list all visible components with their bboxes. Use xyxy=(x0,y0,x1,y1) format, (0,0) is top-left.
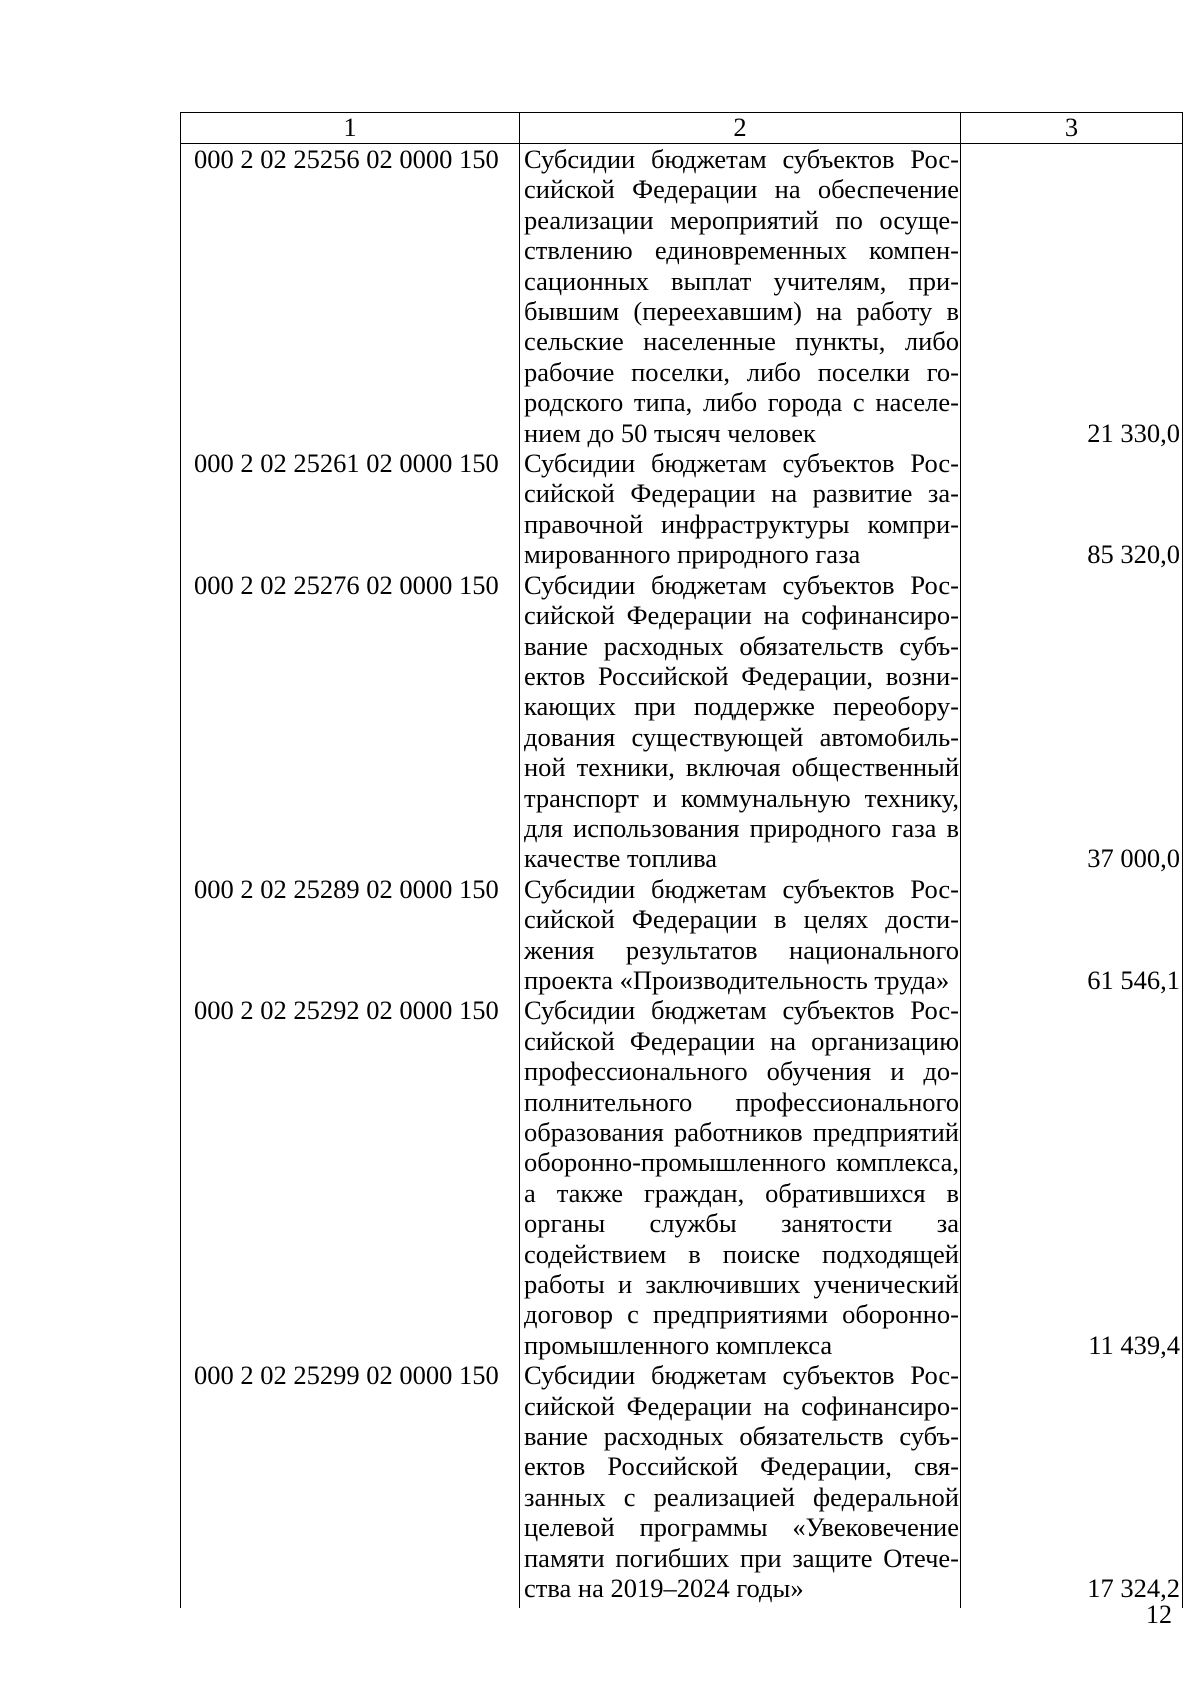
description-cell: Субсидии бюджетам субъектов Российской Федерации на обеспечение реализации мероприятий по осуществлению единовременных компенсационных выплат учителям, прибывшим (переехавшим) на работу в сельские населенные пункты, либо рабочие поселки, либо поселки городского типа, либо города с населением до 50 тысяч человек xyxy=(520,144,961,449)
table-header-row xyxy=(181,113,1183,144)
table-row xyxy=(181,874,1183,996)
description-cell: Субсидии бюджетам субъектов Российской Федерации на развитие заправочной инфраструктуры компримированного природного газа xyxy=(520,448,961,570)
table-row xyxy=(181,570,1183,874)
table-row xyxy=(181,995,1183,1360)
amount-cell: 85 320,0 xyxy=(961,448,1183,570)
budget-code-cell: 000 2 02 25276 02 0000 150 xyxy=(181,570,520,874)
budget-table-page xyxy=(180,112,1182,1608)
description-cell: Субсидии бюджетам субъектов Российской Федерации на софинансирование расходных обязательств субъектов Российской Федерации, связанных с реализацией федеральной целевой программы «Увековечение памяти погибших при защите Отечества на 2019–2024 годы» xyxy=(520,1360,961,1607)
amount-cell: 17 324,2 xyxy=(961,1360,1183,1607)
amount-cell: 37 000,0 xyxy=(961,570,1183,874)
budget-code-cell: 000 2 02 25261 02 0000 150 xyxy=(181,448,520,570)
amount-cell: 61 546,1 xyxy=(961,874,1183,996)
budget-income-table xyxy=(180,112,1183,1608)
budget-code-cell: 000 2 02 25292 02 0000 150 xyxy=(181,995,520,1360)
budget-code-cell: 000 2 02 25299 02 0000 150 xyxy=(181,1360,520,1607)
budget-code-cell: 000 2 02 25289 02 0000 150 xyxy=(181,874,520,996)
column-header-amount: 3 xyxy=(961,113,1183,144)
table-row xyxy=(181,1360,1183,1607)
description-cell: Субсидии бюджетам субъектов Российской Федерации в целях достижения результатов национального проекта «Производительность труда» xyxy=(520,874,961,996)
budget-code-cell: 000 2 02 25256 02 0000 150 xyxy=(181,144,520,449)
table-row xyxy=(181,144,1183,449)
amount-cell: 11 439,4 xyxy=(961,995,1183,1360)
amount-cell: 21 330,0 xyxy=(961,144,1183,449)
description-cell: Субсидии бюджетам субъектов Российской Федерации на софинансирование расходных обязательств субъектов Российской Федерации, возникающих при поддержке переоборудования существующей автомобильной техники, включая общественный транспорт и коммунальную технику, для использования природного газа в качестве топлива xyxy=(520,570,961,874)
description-cell: Субсидии бюджетам субъектов Российской Федерации на организацию профессионального обучения и дополнительного профессионального образования работников предприятий оборонно-промышленного комплекса, а также граждан, обратившихся в органы службы занятости за содействием в поиске подходящей работы и заключивших ученический договор с предприятиями оборонно-промышленного комплекса xyxy=(520,995,961,1360)
column-header-code: 1 xyxy=(181,113,520,144)
page-number: 12 xyxy=(1146,1600,1172,1629)
table-row xyxy=(181,448,1183,570)
column-header-description: 2 xyxy=(520,113,961,144)
